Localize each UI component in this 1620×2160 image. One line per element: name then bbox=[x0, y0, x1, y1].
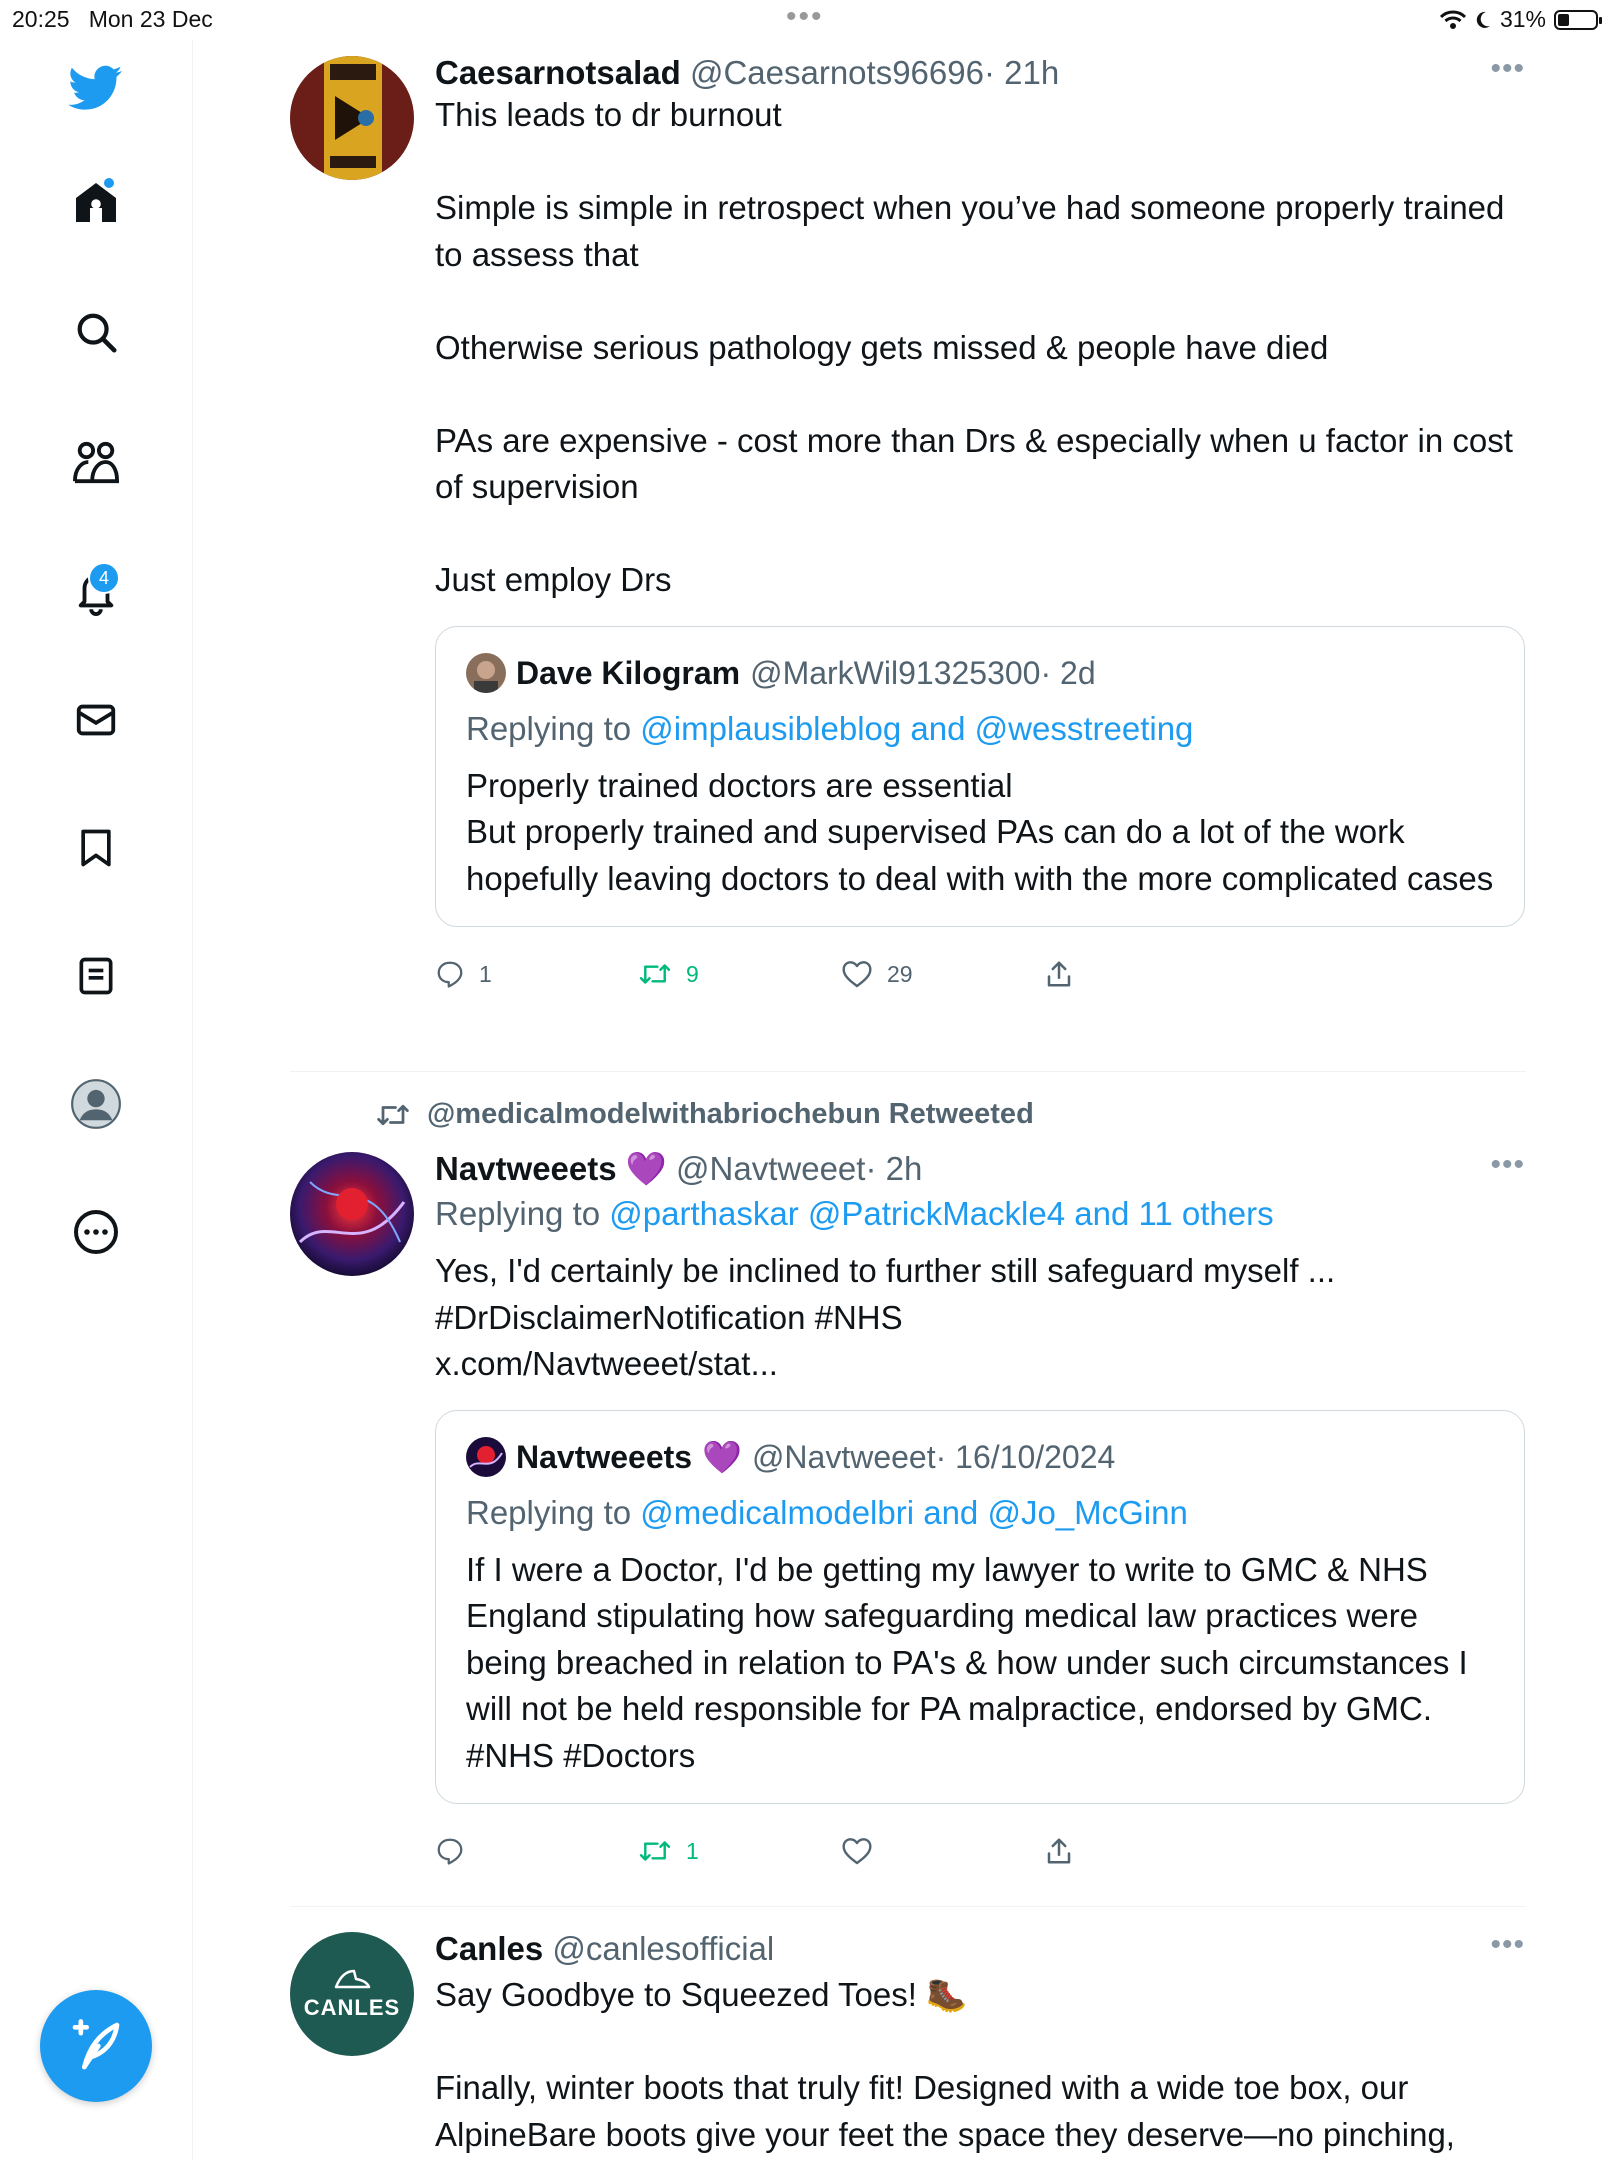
share-button[interactable] bbox=[1044, 1836, 1247, 1866]
reply-icon bbox=[435, 959, 465, 989]
avatar-text: CANLES bbox=[303, 1995, 401, 2020]
share-icon bbox=[1044, 959, 1074, 989]
sidebar bbox=[0, 40, 193, 2160]
purple-heart-emoji: 💜 bbox=[702, 1438, 742, 1475]
search-icon bbox=[73, 309, 119, 355]
battery-percent: 31% bbox=[1499, 6, 1546, 32]
avatar[interactable] bbox=[290, 1932, 414, 2056]
quote-handle: @MarkWil91325300· 2d bbox=[750, 654, 1096, 691]
tweet-header bbox=[435, 1928, 1525, 1970]
share-icon bbox=[1044, 1836, 1074, 1866]
reply-targets-link[interactable]: @medicalmodelbri and @Jo_McGinn bbox=[640, 1493, 1188, 1531]
status-time: 20:25 Mon 23 Dec bbox=[12, 6, 213, 32]
retweet-icon bbox=[375, 1100, 411, 1130]
replying-to: Replying to @parthaskar @PatrickMackle4 and 11 others bbox=[435, 1195, 1274, 1232]
battery-icon bbox=[1554, 10, 1598, 30]
like-button[interactable] bbox=[841, 1836, 1044, 1866]
retweet-count: 1 bbox=[686, 1837, 699, 1864]
more-dots-icon[interactable]: ••• bbox=[1490, 1928, 1525, 1961]
like-button[interactable] bbox=[841, 959, 1044, 989]
like-icon bbox=[841, 959, 873, 989]
quote-display-name: Dave Kilogram bbox=[516, 654, 741, 691]
tweet-text: Say Goodbye to Squeezed Toes! 🥾 Finally, winter boots that truly fit! Designed with a wide toe box, our AlpineBare boots give your feet the space they deserve—no pinching, bbox=[435, 1976, 1455, 2153]
quoted-tweet[interactable] bbox=[435, 626, 1525, 928]
bookmark-icon bbox=[74, 824, 118, 872]
retweet-button[interactable] bbox=[638, 1836, 841, 1866]
multitasking-dots-icon[interactable]: ••• bbox=[786, 0, 824, 33]
more-circle-icon bbox=[72, 1208, 120, 1256]
status-right bbox=[1440, 6, 1598, 33]
mail-icon bbox=[73, 697, 119, 743]
reply-button[interactable] bbox=[435, 959, 638, 989]
shoe-logo-icon bbox=[332, 1967, 372, 1993]
retweeted-by[interactable]: @medicalmodelwithabriochebun Retweeted bbox=[427, 1098, 1034, 1130]
reply-icon bbox=[435, 1836, 465, 1866]
quoted-tweet[interactable] bbox=[435, 1410, 1525, 1805]
twitter-logo-icon[interactable] bbox=[58, 50, 134, 126]
tweet-content bbox=[435, 1928, 1525, 2158]
quote-replying-to: Replying to @implausibleblog and @wesstreeting bbox=[466, 709, 1194, 747]
tweet-url-link[interactable]: x.com/Navtweeet/stat... bbox=[435, 1345, 778, 1382]
like-count: 29 bbox=[887, 960, 913, 987]
more-nav[interactable] bbox=[58, 1194, 134, 1270]
search-nav[interactable] bbox=[58, 294, 134, 370]
purple-heart-emoji: 💜 bbox=[625, 1150, 667, 1187]
quote-avatar bbox=[466, 653, 506, 693]
tweet-time[interactable]: · 21h bbox=[983, 54, 1060, 91]
share-button[interactable] bbox=[1044, 959, 1247, 989]
wifi-icon bbox=[1440, 10, 1466, 30]
quote-text: If I were a Doctor, I'd be getting my lawyer to write to GMC & NHS England stipulating how safeguarding medical law practices were being breached in relation to PA's & how under such circumstances I will not be held responsible for PA malpractice, endorsed by GMC. #NHS #Doctors bbox=[466, 1550, 1477, 1774]
home-nav[interactable] bbox=[58, 164, 134, 240]
retweet-icon bbox=[638, 1836, 672, 1866]
communities-icon bbox=[71, 439, 121, 485]
user-handle[interactable]: @Navtweeet bbox=[676, 1150, 866, 1187]
compose-icon bbox=[68, 2018, 124, 2074]
more-dots-icon[interactable]: ••• bbox=[1490, 52, 1525, 85]
tweet-text: This leads to dr burnout Simple is simple in retrospect when you’ve had someone properly trained to assess that Otherwise serious pathology gets missed & people have died PAs are expensive - cost more than Drs & especially when u factor in cost of supervision Just employ Drs bbox=[435, 96, 1513, 598]
display-name[interactable]: Caesarnotsalad bbox=[435, 54, 681, 91]
retweet-button[interactable] bbox=[638, 959, 841, 989]
compose-button[interactable] bbox=[40, 1990, 152, 2102]
tweet-header bbox=[435, 52, 1525, 94]
profile-icon bbox=[70, 1078, 122, 1130]
quote-header bbox=[466, 653, 1494, 693]
quote-header bbox=[466, 1437, 1494, 1477]
quote-avatar bbox=[466, 1437, 506, 1477]
display-name[interactable]: Navtweeets bbox=[435, 1150, 617, 1187]
like-icon bbox=[841, 1836, 873, 1866]
more-dots-icon[interactable]: ••• bbox=[1490, 1148, 1525, 1181]
reply-targets-link[interactable]: @implausibleblog and @wesstreeting bbox=[640, 709, 1194, 747]
user-handle[interactable]: @Caesarnots96696 bbox=[689, 54, 984, 91]
notifications-badge: 4 bbox=[88, 562, 120, 594]
reply-count: 1 bbox=[479, 960, 492, 987]
retweet-count: 9 bbox=[686, 960, 699, 987]
quote-replying-to: Replying to @medicalmodelbri and @Jo_McGinn bbox=[466, 1493, 1188, 1531]
user-handle[interactable]: @canlesofficial bbox=[552, 1930, 775, 1967]
avatar[interactable] bbox=[290, 1152, 414, 1276]
reply-button[interactable] bbox=[435, 1836, 638, 1866]
communities-nav[interactable] bbox=[58, 424, 134, 500]
tweet-actions bbox=[435, 1826, 1525, 1876]
quote-handle: @Navtweeet· 16/10/2024 bbox=[751, 1438, 1116, 1475]
tweet-time[interactable]: · 2h bbox=[865, 1150, 923, 1187]
display-name[interactable]: Canles bbox=[435, 1930, 544, 1967]
quote-display-name: Navtweeets bbox=[516, 1438, 693, 1475]
notifications-nav[interactable] bbox=[58, 554, 134, 630]
tweet-content bbox=[435, 52, 1525, 999]
moon-icon bbox=[1474, 10, 1492, 30]
retweet-icon bbox=[638, 959, 672, 989]
divider bbox=[290, 1906, 1526, 1907]
messages-nav[interactable] bbox=[58, 682, 134, 758]
tweet-actions bbox=[435, 949, 1525, 999]
bookmarks-nav[interactable] bbox=[58, 810, 134, 886]
lists-nav[interactable] bbox=[58, 938, 134, 1014]
divider bbox=[290, 1071, 1526, 1072]
tweet-header bbox=[435, 1148, 1525, 1190]
lists-icon bbox=[74, 953, 118, 999]
tweet-content bbox=[435, 1148, 1525, 1876]
avatar[interactable] bbox=[290, 56, 414, 180]
profile-nav[interactable] bbox=[58, 1066, 134, 1142]
retweet-banner bbox=[375, 1098, 1465, 1131]
quote-text: Properly trained doctors are essential But properly trained and supervised PAs can do a lot of the work hopefully leaving doctors to deal with with the more complicated cases bbox=[466, 766, 1494, 897]
tweet-text: Yes, I'd certainly be inclined to further still safeguard myself ... bbox=[435, 1252, 1336, 1289]
home-unread-dot bbox=[104, 178, 114, 188]
status-bar bbox=[0, 0, 1620, 40]
hashtags-link[interactable]: #DrDisclaimerNotification #NHS bbox=[435, 1298, 903, 1336]
reply-targets-link[interactable]: @parthaskar @PatrickMackle4 and 11 others bbox=[609, 1195, 1274, 1232]
